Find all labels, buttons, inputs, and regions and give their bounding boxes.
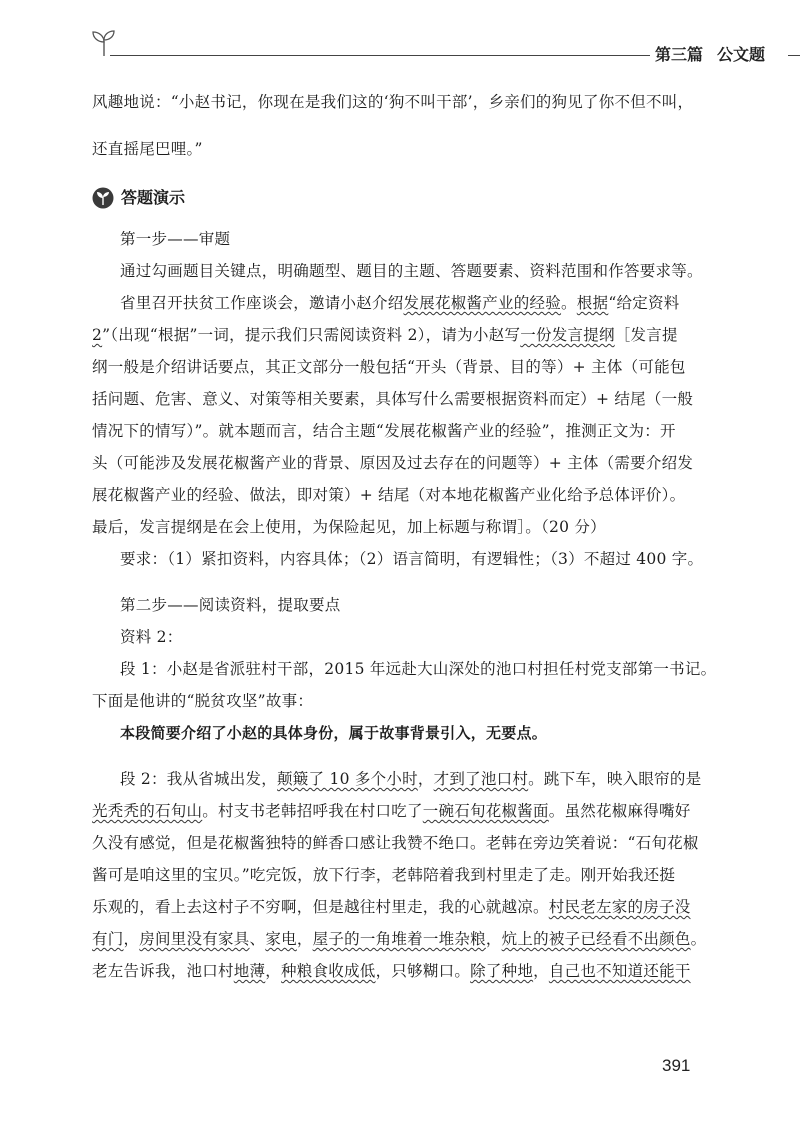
text-line <box>120 768 701 790</box>
text-span: 。跳下车，映入眼帘的是 <box>528 770 702 788</box>
text-line: 头（可能涉及发展花椒酱产业的背景、原因及过去存在的问题等）+ 主体（需要介绍发 <box>92 454 694 472</box>
text-line: 最后，发言提纲是在会上使用，为保险起见，加上标题与称谓］。（20 分） <box>92 518 606 536</box>
text-line: 段 1：小赵是省派驻村干部，2015 年远赴大山深处的池口村担任村党支部第一书记。 <box>120 660 717 678</box>
sprout-icon <box>90 28 118 58</box>
wavy-underlined-text: 有门 <box>92 930 124 948</box>
wavy-underlined-text: 除了种地 <box>470 962 534 980</box>
text-span: ［发言提 <box>614 326 678 344</box>
header-part: 第三篇 <box>655 45 704 64</box>
text-line <box>92 960 691 982</box>
text-line: 要求：（1）紧扣资料，内容具体；（2）语言简明，有逻辑性；（3）不超过 400 字。 <box>120 550 704 568</box>
text-span: ， <box>123 930 140 948</box>
text-line: 通过勾画题目关键点，明确题型、题目的主题、答题要素、资料范围和作答要求等。 <box>120 262 703 280</box>
text-span: 乐观的，看上去这村子不穷啊，但是越往村里走，我的心就越凉。 <box>92 898 549 916</box>
text-line: 纲一般是介绍讲话要点，其正文部分一般包括“开头（背景、目的等）+ 主体（可能包 <box>92 358 686 376</box>
running-header <box>90 28 775 68</box>
wavy-underlined-text: 炕上的被子已经看不出颜色 <box>501 930 691 948</box>
text-span: 段 2：我从省城出发， <box>120 770 278 788</box>
text-span: 老左告诉我，池口村 <box>92 962 234 980</box>
text-span: ， <box>265 962 282 980</box>
wavy-underlined-text: 村民老左家的房子没 <box>548 898 691 916</box>
wavy-underlined-text: 才到了池口村 <box>433 770 529 788</box>
wavy-underlined-text: 根据 <box>576 294 609 312</box>
text-span: 。村支书老韩招呼我在村口吃了 <box>202 802 423 820</box>
wavy-underlined-text: 种粮食收成低 <box>281 962 376 980</box>
wavy-underlined-text: 颠簸了 10 多个小时 <box>277 770 418 788</box>
wavy-underlined-text: 自己也不知道还能干 <box>548 962 691 980</box>
text-line: 情况下的情写）”。就本题而言，结合主题“发展花椒酱产业的经验”，推测正文为：开 <box>92 422 676 440</box>
step-heading: 第二步——阅读资料，提取要点 <box>120 596 341 614</box>
wavy-underlined-text: 发展花椒酱产业的经验 <box>403 294 562 312</box>
text-span: 。 <box>561 294 577 312</box>
text-span: ， <box>533 962 549 980</box>
text-line: 酱可是咱这里的宝贝。”吃完饭，放下行李，老韩陪着我到村里走了走。刚开始我还挺 <box>92 866 676 884</box>
wavy-underlined-text: 地薄 <box>233 962 266 980</box>
text-line <box>92 928 706 950</box>
text-span: ，只够糊口。 <box>375 962 471 980</box>
text-span: ， <box>485 930 502 948</box>
text-line: 括问题、危害、意义、对策等相关要素，具体写什么需要根据资料而定）+ 结尾（一般 <box>92 390 694 408</box>
wavy-underlined-text: 家电 <box>265 930 297 948</box>
text-span: 。 <box>690 930 707 948</box>
text-line <box>92 800 691 822</box>
section-leaf-icon <box>92 187 114 209</box>
wavy-underlined-text: 屋子的一角堆着一堆杂粮 <box>312 930 486 948</box>
text-line: 久没有感觉，但是花椒酱独特的鲜香口感让我赞不绝口。老韩在旁边笑着说：“石旬花椒 <box>92 834 699 852</box>
wavy-underlined-text: 一份发言提纲 <box>520 326 615 344</box>
text-span: ， <box>417 770 434 788</box>
text-line <box>92 324 678 346</box>
text-span: 、 <box>249 930 266 948</box>
text-line: 展花椒酱产业的经验、做法，即对策）+ 结尾（对本地花椒酱产业化给予总体评价）。 <box>92 486 686 504</box>
text-span: 省里召开扶贫工作座谈会，邀请小赵介绍 <box>120 294 404 312</box>
text-span: ”（出现“根据”一词，提示我们只需阅读资料 2），请为小赵写 <box>102 326 521 344</box>
header-title: 公文题 <box>717 45 766 64</box>
wavy-underlined-text: 房间里没有家具 <box>139 930 250 948</box>
text-span: “给定资料 <box>608 294 680 312</box>
wavy-underlined-text: 2 <box>92 326 103 344</box>
header-rule-left <box>110 55 650 56</box>
text-span: ， <box>296 930 313 948</box>
text-line: 风趣地说：“小赵书记，你现在是我们这的‘狗不叫干部’，乡亲们的狗见了你不但不叫， <box>92 93 694 111</box>
header-rule-right <box>788 55 800 56</box>
section-title: 答题演示 <box>121 188 186 207</box>
analysis-note: 本段简要介绍了小赵的具体身份，属于故事背景引入，无要点。 <box>120 724 548 742</box>
text-line <box>92 896 691 918</box>
text-line <box>120 292 680 314</box>
header-text <box>655 42 765 65</box>
text-span: 。虽然花椒麻得嘴好 <box>548 802 691 820</box>
text-line: 下面是他讲的“脱贫攻坚”故事： <box>92 692 314 710</box>
text-line: 还直摇尾巴哩。” <box>92 140 203 158</box>
wavy-underlined-text: 光秃秃的石旬山 <box>92 802 203 820</box>
text-line: 资料 2： <box>120 628 183 646</box>
page-number: 391 <box>662 1056 691 1075</box>
step-heading: 第一步——审题 <box>120 230 231 248</box>
wavy-underlined-text: 一碗石旬花椒酱面 <box>422 802 549 820</box>
